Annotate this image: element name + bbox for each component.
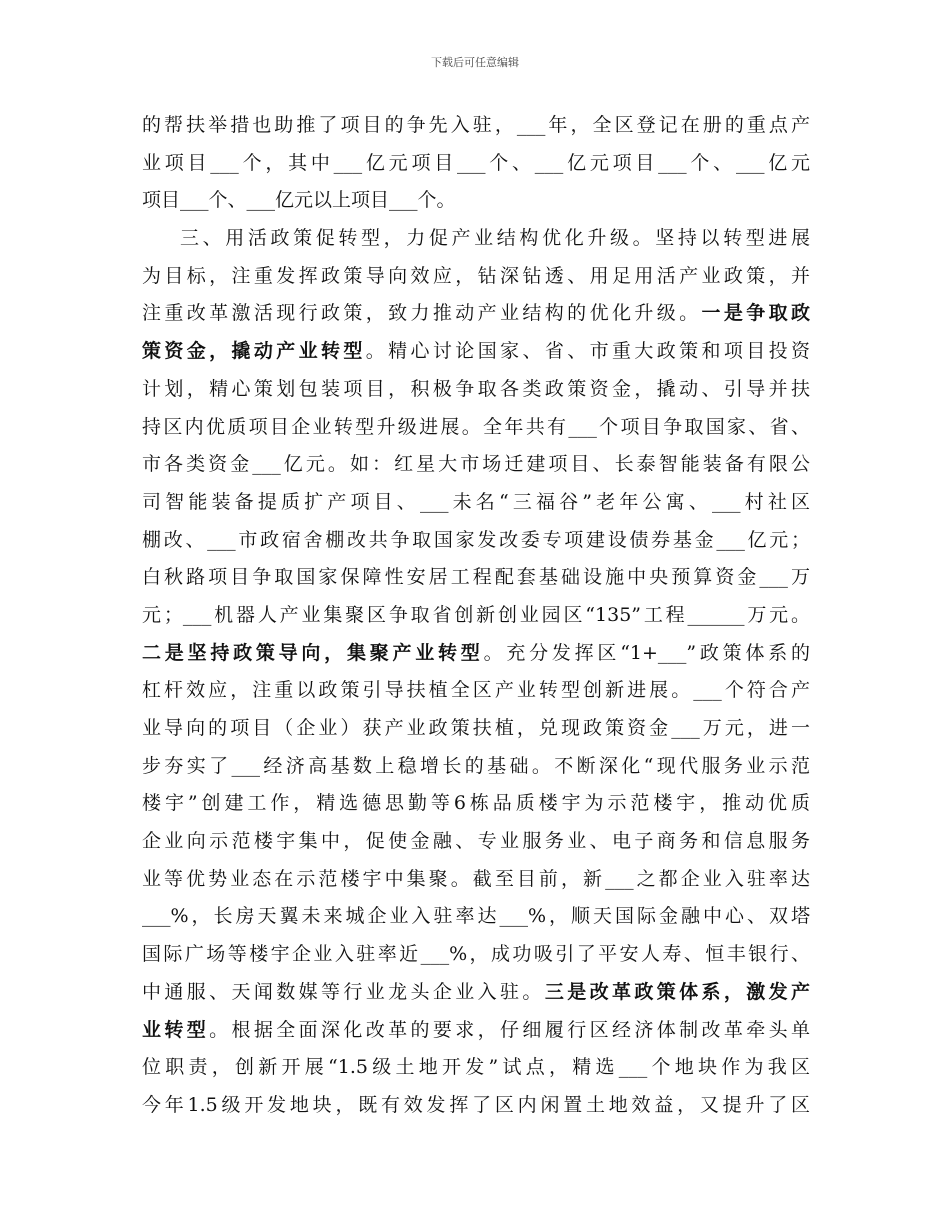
text-line xyxy=(142,374,810,404)
body-text: 今年1.5级开发地块，既有效发挥了区内闲置土地效益，又提升了区 xyxy=(142,1093,810,1116)
body-text: 业等优势业态在示范楼宇中集聚。截至目前，新___之都企业入驻率达 xyxy=(142,867,810,890)
body-text: 步夯实了___经济高基数上稳增长的基础。不断深化“现代服务业示范 xyxy=(142,754,810,777)
text-line xyxy=(142,185,810,215)
text-line xyxy=(142,449,810,479)
text-line xyxy=(142,713,810,743)
text-line xyxy=(142,412,810,442)
text-line xyxy=(142,788,810,818)
text-line xyxy=(142,1015,810,1045)
text-line xyxy=(142,675,810,705)
body-text: 业导向的项目（企业）获产业政策扶植，兑现政策资金___万元，进一 xyxy=(142,717,810,739)
bold-heading-text: 策资金，撬动产业转型 xyxy=(142,340,366,363)
body-text: 司智能装备提质扩产项目、___未名“三福谷”老年公寓、___村社区 xyxy=(142,490,810,513)
body-text: 注重改革激活现行政策，致力推动产业结构的优化升级。 xyxy=(142,302,702,325)
text-line xyxy=(142,110,810,140)
text-line xyxy=(142,1090,810,1120)
body-text: 项目___个、___亿元以上项目___个。 xyxy=(142,189,456,212)
bold-heading-text: 二是坚持政策导向，集聚产业转型 xyxy=(142,641,484,664)
body-text: 的帮扶举措也助推了项目的争先入驻，___年，全区登记在册的重点产 xyxy=(142,114,810,136)
text-line xyxy=(142,148,810,178)
text-line xyxy=(142,864,810,894)
body-text: 棚改、___市政宿舍棚改共争取国家发改委专项建设债券基金___亿元； xyxy=(142,528,810,551)
text-line xyxy=(142,751,810,781)
body-text: 。精心讨论国家、省、市重大政策和项目投资 xyxy=(365,340,810,363)
body-text: 中通服、天闻数媒等行业龙头企业入驻。 xyxy=(142,980,545,1003)
body-text: 业项目___个，其中___亿元项目___个、___亿元项目___个、___亿元 xyxy=(142,151,810,174)
body-text: 位职责，创新开展“1.5级土地开发”试点，精选___个地块作为我区 xyxy=(142,1056,810,1079)
body-text: 市各类资金___亿元。如：红星大市场迁建项目、长泰智能装备有限公 xyxy=(142,453,810,476)
text-line xyxy=(142,826,810,856)
text-line xyxy=(142,261,810,291)
body-text: 楼宇”创建工作，精选德思勤等6栋品质楼宇为示范楼宇，推动优质 xyxy=(142,792,810,815)
body-text: 杠杆效应，注重以政策引导扶植全区产业转型创新进展。___个符合产 xyxy=(142,679,810,702)
body-text: 企业向示范楼宇集中，促使金融、专业服务业、电子商务和信息服务 xyxy=(142,830,810,853)
text-line xyxy=(142,562,810,592)
body-text: ___%，长房天翼未来城企业入驻率达___%，顺天国际金融中心、双塔 xyxy=(142,905,810,928)
bold-heading-text: 业转型 xyxy=(142,1018,210,1041)
text-line xyxy=(142,525,810,555)
page-header: 下载后可任意编辑 xyxy=(431,56,519,69)
document-body xyxy=(142,110,810,1128)
body-text: 白秋路项目争取国家保障性安居工程配套基础设施中央预算资金___万 xyxy=(142,566,810,589)
body-text: 元；___机器人产业集聚区争取省创新创业园区“135”工程______万元。 xyxy=(142,603,810,626)
text-line xyxy=(142,939,810,969)
text-line xyxy=(142,223,810,253)
body-text: 国际广场等楼宇企业入驻率近___%，成功吸引了平安人寿、恒丰银行、 xyxy=(142,943,810,966)
body-text: 。根据全面深化改革的要求，仔细履行区经济体制改革牵头单 xyxy=(209,1018,810,1041)
text-line xyxy=(142,901,810,931)
body-text: 为目标，注重发挥政策导向效应，钻深钻透、用足用活产业政策，并 xyxy=(142,264,810,287)
bold-heading-text: 一是争取政 xyxy=(701,302,810,325)
body-text: 持区内优质项目企业转型升级进展。全年共有___个项目争取国家、省、 xyxy=(142,415,810,438)
body-text: 计划，精心策划包装项目，积极争取各类政策资金，撬动、引导并扶 xyxy=(142,377,810,400)
body-text: 三、用活政策促转型，力促产业结构优化升级。坚持以转型进展 xyxy=(180,227,810,250)
text-line xyxy=(142,336,810,366)
bold-heading-text: 三是改革政策体系，激发产 xyxy=(544,980,810,1003)
text-line xyxy=(142,1052,810,1082)
text-line xyxy=(142,487,810,517)
text-line xyxy=(142,298,810,328)
text-line xyxy=(142,977,810,1007)
text-line xyxy=(142,600,810,630)
text-line xyxy=(142,638,810,668)
body-text: 。充分发挥区“1+___”政策体系的 xyxy=(483,641,810,664)
